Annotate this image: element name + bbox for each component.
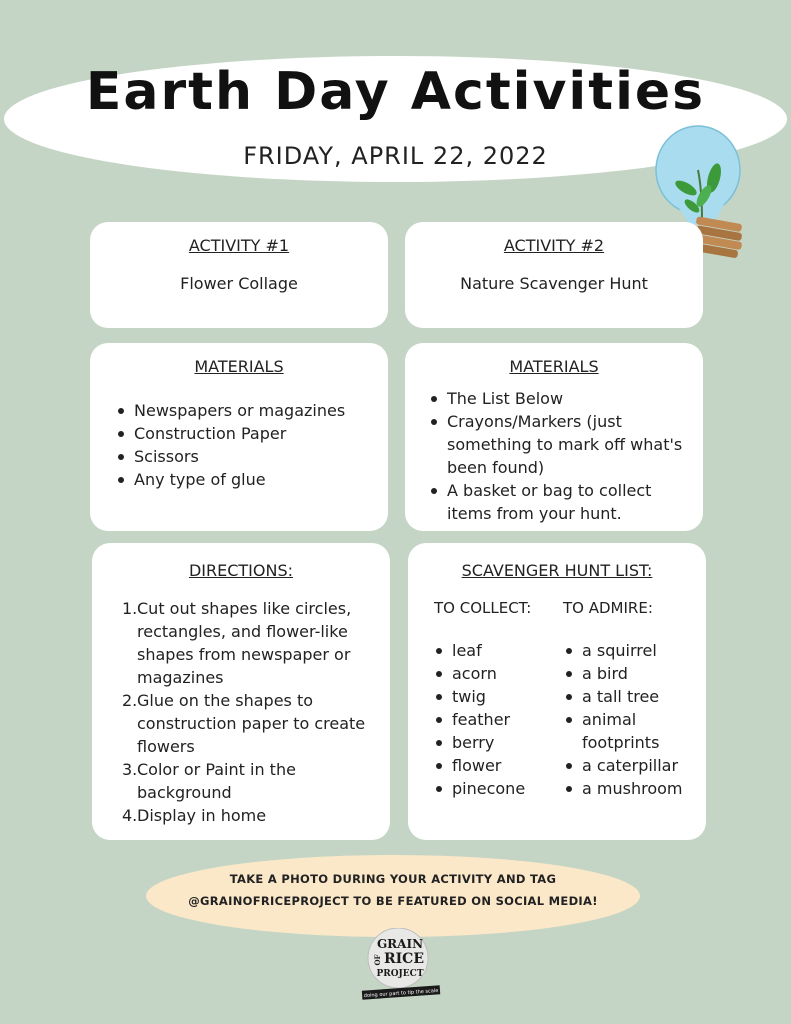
activity-1-card — [90, 222, 388, 328]
materials-1-card — [90, 343, 388, 531]
activity-2-heading: ACTIVITY #2 — [503, 236, 605, 255]
directions-card — [92, 543, 390, 840]
list-item: A basket or bag to collect items from your hunt. — [429, 479, 691, 525]
directions-list — [122, 597, 384, 827]
footer-callout — [146, 868, 640, 912]
list-item: Any type of glue — [116, 468, 376, 491]
direction-step: 2. Glue on the shapes to construction paper to create flowers — [122, 691, 366, 756]
activity-1-name: Flower Collage — [180, 274, 298, 293]
list-item: Scissors — [116, 445, 376, 468]
list-item: acorn — [434, 662, 554, 685]
direction-step: 4. Display in home — [122, 806, 267, 825]
list-item: The List Below — [429, 387, 691, 410]
directions-heading: DIRECTIONS: — [188, 561, 294, 580]
logo-tagline: doing our part to tip the scale — [363, 987, 439, 1000]
direction-step: 3. Color or Paint in the background — [122, 760, 296, 802]
page-title: Earth Day Activities — [85, 62, 706, 122]
to-collect-heading: TO COLLECT: — [434, 599, 532, 617]
list-item: flower — [434, 754, 554, 777]
list-item: twig — [434, 685, 554, 708]
logo-word-project: PROJECT — [376, 969, 424, 979]
list-item: a mushroom — [564, 777, 704, 800]
direction-step: 1. Cut out shapes like circles, rectangles, and flower-like shapes from newspaper or magazines — [122, 599, 352, 687]
collect-list — [434, 639, 554, 800]
list-item: a squirrel — [564, 639, 704, 662]
list-item: Construction Paper — [116, 422, 376, 445]
materials-1-heading: MATERIALS — [194, 357, 284, 376]
footer-line-2: @GRAINOFRICEPROJECT TO BE FEATURED ON SOCIAL MEDIA! — [188, 894, 598, 908]
grain-of-rice-logo — [360, 928, 442, 1000]
list-item: pinecone — [434, 777, 554, 800]
logo-word-grain: GRAIN — [376, 937, 424, 951]
list-item: Crayons/Markers (just something to mark off what's been found) — [429, 410, 691, 479]
footer-line-1: TAKE A PHOTO DURING YOUR ACTIVITY AND TAG — [229, 872, 557, 886]
materials-2-card — [405, 343, 703, 531]
list-item: berry — [434, 731, 554, 754]
list-item: a bird — [564, 662, 704, 685]
activity-1-heading: ACTIVITY #1 — [188, 236, 290, 255]
activity-2-card — [405, 222, 703, 328]
list-item: feather — [434, 708, 554, 731]
logo-word-rice: RICE — [384, 951, 424, 967]
activity-2-name: Nature Scavenger Hunt — [460, 274, 648, 293]
materials-1-list — [116, 399, 376, 491]
materials-2-list — [429, 387, 691, 525]
event-date: FRIDAY, APRIL 22, 2022 — [243, 142, 548, 170]
list-item: leaf — [434, 639, 554, 662]
logo-word-of: OF — [373, 954, 382, 966]
admire-list — [564, 639, 704, 800]
materials-2-heading: MATERIALS — [509, 357, 599, 376]
list-item: animal footprints — [564, 708, 704, 754]
list-item: a tall tree — [564, 685, 704, 708]
to-admire-heading: TO ADMIRE: — [563, 599, 653, 617]
scavenger-hunt-card — [408, 543, 706, 840]
scavenger-heading: SCAVENGER HUNT LIST: — [461, 561, 653, 580]
list-item: a caterpillar — [564, 754, 704, 777]
list-item: Newspapers or magazines — [116, 399, 376, 422]
